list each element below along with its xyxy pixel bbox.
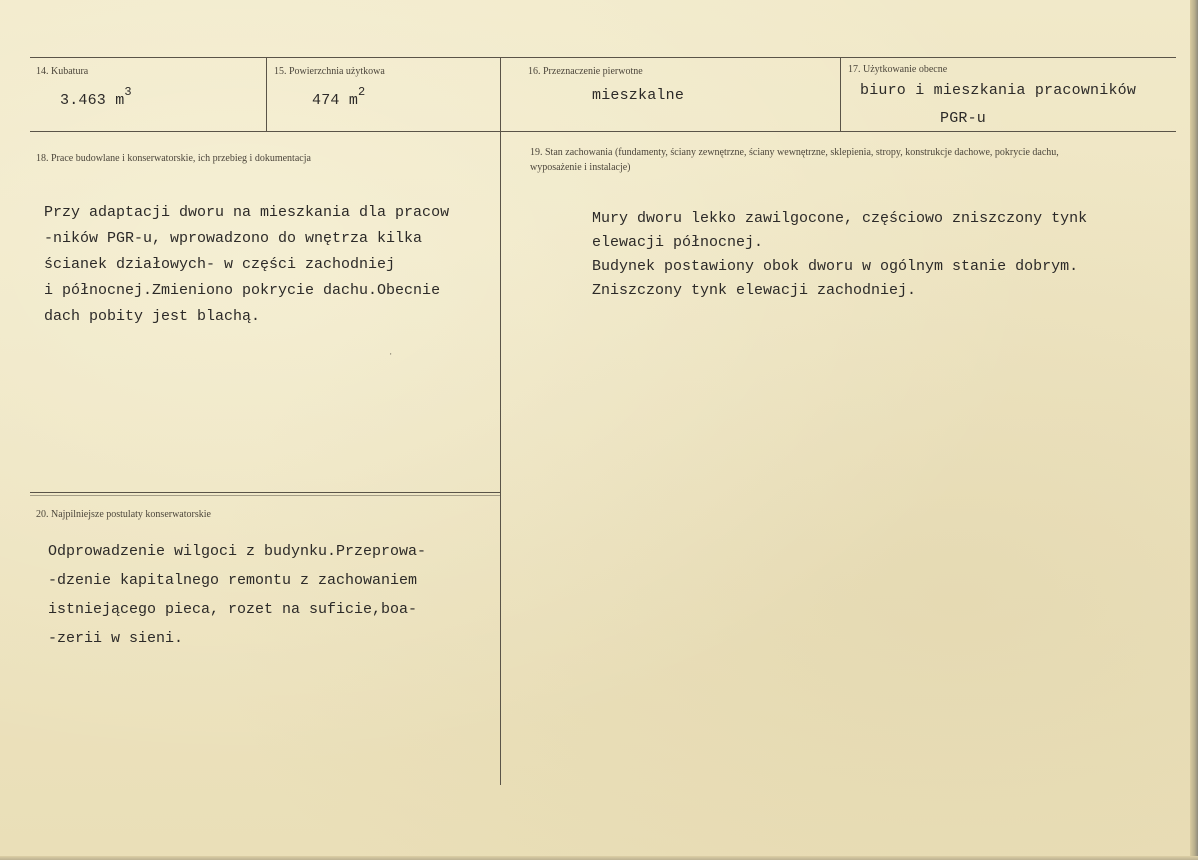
kubatura-unit: m	[115, 92, 125, 109]
uzytkowanie-line-1: biuro i mieszkania pracowników	[860, 82, 1137, 99]
prace-line-3: ścianek działowych- w części zachodniej	[44, 256, 396, 273]
col-divider-3	[840, 57, 841, 131]
card-edge-bottom	[0, 856, 1198, 860]
stan-label: 19. Stan zachowania (fundamenty, ściany zewnętrzne, ściany wewnętrzne, sklepienia, stropy, konstrukcje dachowe, pokrycie dachu, wyposażenie i instalacje)	[530, 147, 1059, 173]
kubatura-number: 3.463	[60, 92, 107, 109]
stan-line-2: elewacji północnej.	[592, 234, 764, 251]
uzytkowanie-label: 17. Użytkowanie obecne	[848, 64, 948, 75]
col-divider-2	[500, 57, 501, 785]
col-divider-1	[266, 57, 267, 131]
przeznaczenie-label: 16. Przeznaczenie pierwotne	[528, 66, 643, 77]
prace-line-5: dach pobity jest blachą.	[44, 308, 261, 325]
postulaty-line-1: Odprowadzenie wilgoci z budynku.Przeprowa-	[48, 543, 427, 560]
card-edge-right	[1190, 0, 1198, 860]
stan-line-4: Zniszczony tynk elewacji zachodniej.	[592, 282, 917, 299]
stan-text	[592, 207, 1087, 303]
stan-line-1: Mury dworu lekko zawilgocone, częściowo zniszczony tynk	[592, 210, 1088, 227]
powierzchnia-exponent: 2	[358, 85, 366, 99]
prace-line-1: Przy adaptacji dworu na mieszkania dla pracow	[44, 204, 450, 221]
prace-label: 18. Prace budowlane i konserwatorskie, ich przebieg i dokumentacja	[36, 153, 311, 164]
prace-line-4: i północnej.Zmieniono pokrycie dachu.Obecnie	[44, 282, 441, 299]
powierzchnia-label: 15. Powierzchnia użytkowa	[274, 66, 385, 77]
prace-line-2: -ników PGR-u, wprowadzono do wnętrza kilka	[44, 230, 423, 247]
registration-mark: '	[390, 352, 392, 361]
kubatura-label: 14. Kubatura	[36, 66, 89, 77]
kubatura-value	[60, 85, 132, 109]
top-border-line	[30, 57, 1176, 58]
postulaty-line-4: -zerii w sieni.	[48, 630, 184, 647]
stan-line-3: Budynek postawiony obok dworu w ogólnym stanie dobrym.	[592, 258, 1079, 275]
section-divider-line-inner	[30, 495, 500, 496]
uzytkowanie-line-2: PGR-u	[940, 110, 987, 127]
powierzchnia-number: 474	[312, 92, 340, 109]
powierzchnia-value	[312, 85, 366, 109]
row-divider-line	[30, 131, 1176, 132]
kubatura-exponent: 3	[124, 85, 132, 99]
prace-text	[44, 200, 449, 330]
przeznaczenie-value: mieszkalne	[592, 87, 685, 104]
postulaty-label: 20. Najpilniejsze postulaty konserwatorskie	[36, 509, 211, 520]
postulaty-line-2: -dzenie kapitalnego remontu z zachowaniem	[48, 572, 418, 589]
powierzchnia-unit: m	[348, 92, 359, 109]
postulaty-line-3: istniejącego pieca, rozet na suficie,boa-	[48, 601, 418, 618]
section-divider-line	[30, 492, 500, 493]
postulaty-text	[48, 537, 426, 653]
